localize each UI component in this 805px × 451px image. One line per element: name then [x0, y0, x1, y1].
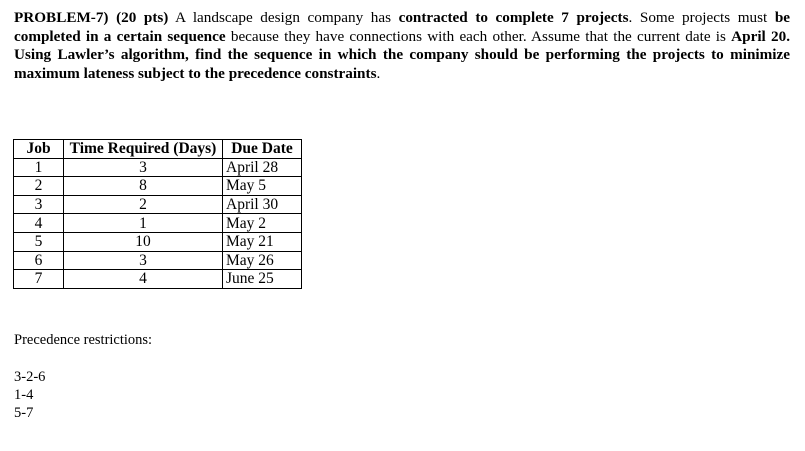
table-row	[14, 214, 302, 233]
table-row	[14, 270, 302, 289]
cell-job: 1	[14, 158, 64, 177]
cell-due: May 2	[223, 214, 302, 233]
precedence-title: Precedence restrictions:	[14, 332, 153, 348]
table-row	[14, 251, 302, 270]
cell-due: April 30	[223, 195, 302, 214]
table-row	[14, 177, 302, 196]
problem-statement	[14, 9, 790, 83]
cell-time: 8	[64, 177, 223, 196]
jobs-table	[13, 139, 302, 289]
list-item: 3-2-6	[14, 369, 46, 385]
problem-text-a: A landscape design company has	[168, 9, 399, 26]
table-row	[14, 158, 302, 177]
cell-time: 2	[64, 195, 223, 214]
cell-job: 6	[14, 251, 64, 270]
header-due-date: Due Date	[223, 140, 302, 159]
cell-job: 7	[14, 270, 64, 289]
problem-text-d: .	[376, 64, 381, 82]
cell-job: 4	[14, 214, 64, 233]
cell-due: June 25	[223, 270, 302, 289]
cell-job: 2	[14, 177, 64, 196]
list-item: 1-4	[14, 387, 34, 403]
cell-time: 10	[64, 232, 223, 251]
precedence-list	[14, 368, 45, 422]
cell-time: 3	[64, 251, 223, 270]
table-header-row	[14, 140, 302, 159]
cell-due: April 28	[223, 158, 302, 177]
problem-bold-a: contracted to complete 7 projects	[398, 9, 629, 26]
problem-label: PROBLEM-7) (20 pts)	[14, 9, 169, 26]
cell-job: 3	[14, 195, 64, 214]
cell-due: May 21	[223, 232, 302, 251]
cell-due: May 26	[223, 251, 302, 270]
table-row	[14, 195, 302, 214]
cell-time: 3	[64, 158, 223, 177]
cell-time: 4	[64, 270, 223, 289]
list-item: 5-7	[14, 405, 34, 421]
cell-job: 5	[14, 232, 64, 251]
cell-due: May 5	[223, 177, 302, 196]
header-time-required: Time Required (Days)	[64, 140, 223, 159]
table-row	[14, 232, 302, 251]
header-job: Job	[14, 140, 64, 159]
problem-bold-c: April 20. Using Lawler’s algorithm, find the sequence in which the company should be performing the projects to minimize maximum lateness subject to the precedence constraints	[14, 27, 790, 82]
problem-text-c: because they have connections with each other. Assume that the current date is	[225, 27, 732, 45]
cell-time: 1	[64, 214, 223, 233]
problem-text-b: . Some projects must	[628, 9, 775, 26]
problem-bold-b: be completed in a certain sequence	[14, 9, 790, 45]
